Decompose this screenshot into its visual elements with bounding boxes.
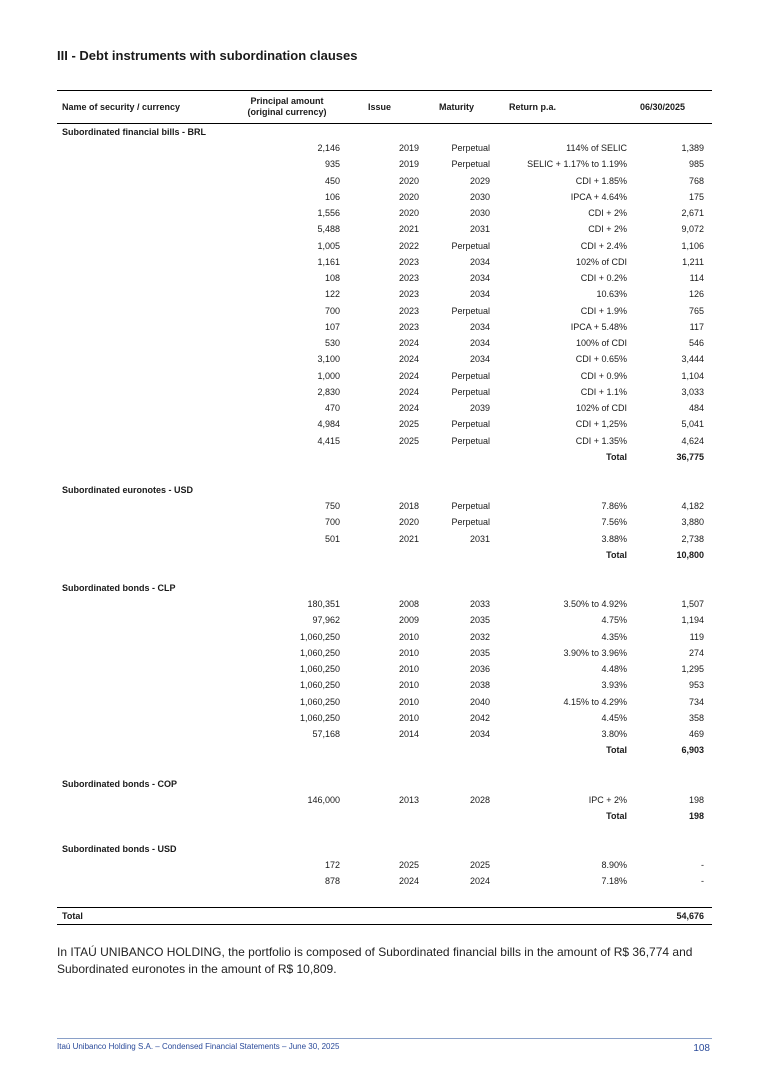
cell-value: 3,444 [681,354,704,365]
cell-maturity: 2036 [469,664,490,674]
cell-return: CDI + 2% [588,224,627,235]
table-row [57,433,712,449]
cell-principal: 108 [324,273,340,283]
cell-principal: 146,000 [307,794,340,805]
table-row [57,498,712,514]
cell-principal: 700 [324,305,340,316]
cell-issue: 2020 [398,175,419,186]
cell-return: 4.15% to 4.29% [563,696,627,707]
cell-value: 985 [688,159,704,170]
table-row [57,368,712,384]
cell-value: 953 [688,680,704,691]
table-row [57,351,712,367]
cell-return: 7.86% [601,501,627,511]
cell-maturity: 2024 [469,876,490,887]
cell-value: 4,182 [681,501,704,511]
section-heading: Subordinated bonds - CLP [62,583,176,593]
cell-maturity: Perpetual [451,501,490,511]
cell-maturity: 2032 [469,631,490,642]
subtotal-label: Total [606,549,627,560]
cell-value: 546 [688,338,704,348]
cell-issue: 2010 [398,647,419,658]
cell-principal: 2,830 [317,386,340,397]
cell-return: CDI + 1.1% [580,386,627,397]
table-row [57,400,712,416]
section-spacer [57,759,712,776]
cell-value: 1,295 [681,664,704,674]
table-row [57,416,712,432]
cell-maturity: Perpetual [451,240,490,251]
cell-issue: 2024 [398,403,419,413]
cell-maturity: 2029 [469,175,490,186]
footer-text: Itaú Unibanco Holding S.A. – Condensed Financial Statements – June 30, 2025 [57,1042,340,1051]
cell-principal: 700 [324,517,340,528]
cell-maturity: 2035 [469,615,490,626]
section-spacer [57,465,712,482]
cell-principal: 57,168 [312,729,340,739]
cell-maturity: 2028 [469,794,490,805]
cell-return: 4.48% [601,664,627,674]
cell-issue: 2022 [398,240,419,251]
table-row [57,319,712,335]
table-row [57,677,712,693]
table-row [57,286,712,302]
cell-return: IPCA + 5.48% [570,321,627,332]
cell-issue: 2009 [398,615,419,626]
section-title: III - Debt instruments with subordination clauses [57,48,358,63]
cell-principal: 180,351 [307,599,340,609]
cell-maturity: Perpetual [451,143,490,153]
cell-principal: 3,100 [317,354,340,365]
cell-principal: 4,415 [317,435,340,446]
table-row [57,661,712,677]
cell-principal: 470 [324,403,340,413]
cell-value: 1,194 [681,615,704,626]
cell-principal: 501 [324,533,340,544]
cell-issue: 2018 [398,501,419,511]
cell-maturity: Perpetual [451,435,490,446]
cell-principal: 1,005 [317,240,340,251]
cell-issue: 2024 [398,370,419,381]
cell-issue: 2019 [398,159,419,170]
cell-principal: 878 [324,876,340,887]
grand-total-label: Total [62,910,83,921]
cell-return: 3.80% [601,729,627,739]
cell-return: CDI + 1,25% [575,419,627,430]
cell-principal: 172 [324,860,340,870]
table-header [57,91,712,123]
subtotal-label: Total [606,451,627,462]
cell-return: CDI + 0.65% [575,354,627,365]
cell-issue: 2014 [398,729,419,739]
header-name: Name of security / currency [62,101,181,112]
cell-return: 100% of CDI [575,338,627,348]
cell-return: CDI + 0.2% [580,273,627,283]
table-row [57,857,712,873]
cell-principal: 107 [324,321,340,332]
cell-value: 469 [688,729,704,739]
cell-issue: 2020 [398,191,419,202]
subtotal-value: 10,800 [676,549,704,560]
cell-return: CDI + 2% [588,208,627,218]
table-row [57,270,712,286]
cell-maturity: 2042 [469,712,490,723]
cell-return: IPC + 2% [588,794,627,805]
table-row [57,205,712,221]
cell-issue: 2024 [398,386,419,397]
cell-maturity: 2030 [469,191,490,202]
cell-maturity: 2034 [469,338,490,348]
cell-principal: 5,488 [317,224,340,235]
cell-principal: 1,556 [317,208,340,218]
table-row [57,873,712,889]
cell-value: 5,041 [681,419,704,430]
cell-principal: 97,962 [312,615,340,626]
cell-maturity: 2030 [469,208,490,218]
table-row [57,792,712,808]
subtotal-value: 198 [688,810,704,821]
cell-issue: 2021 [398,533,419,544]
table-row [57,384,712,400]
cell-maturity: 2038 [469,680,490,691]
cell-return: CDI + 1.85% [575,175,627,186]
table-row [57,254,712,270]
subtotal-row [57,547,712,563]
cell-value: 484 [688,403,704,413]
header-return: Return p.a. [509,101,557,112]
cell-principal: 1,060,250 [299,680,340,691]
table-row [57,221,712,237]
cell-value: 3,880 [681,517,704,528]
cell-issue: 2020 [398,208,419,218]
cell-principal: 1,060,250 [299,631,340,642]
cell-maturity: 2034 [469,273,490,283]
table-row [57,645,712,661]
cell-principal: 122 [324,289,340,300]
cell-issue: 2019 [398,143,419,153]
subtotal-label: Total [606,745,627,756]
table-row [57,514,712,530]
cell-issue: 2013 [398,794,419,805]
cell-maturity: Perpetual [451,370,490,381]
subtotal-value: 36,775 [676,451,704,462]
subtotal-label: Total [606,810,627,821]
cell-return: 102% of CDI [575,403,627,413]
table-row [57,238,712,254]
cell-return: CDI + 1.35% [575,435,627,446]
cell-maturity: 2031 [469,224,490,235]
cell-principal: 4,984 [317,419,340,430]
cell-value: 358 [688,712,704,723]
cell-maturity: 2034 [469,354,490,365]
table-row [57,189,712,205]
cell-principal: 2,146 [317,143,340,153]
cell-value: 1,211 [682,256,704,267]
cell-return: 3.88% [601,533,627,544]
page-number: 108 [693,1043,710,1054]
cell-value: 114 [689,273,704,283]
cell-maturity: 2033 [469,599,490,609]
cell-return: CDI + 2.4% [580,240,627,251]
cell-principal: 1,000 [317,370,340,381]
subtotal-row [57,808,712,824]
cell-issue: 2010 [398,680,419,691]
cell-return: 3.90% to 3.96% [563,647,627,658]
cell-maturity: Perpetual [451,159,490,170]
cell-maturity: 2025 [469,860,490,870]
header-issue: Issue [368,101,392,112]
cell-value: 2,671 [681,208,704,218]
cell-value: 198 [688,794,704,805]
cell-issue: 2010 [398,696,419,707]
cell-return: 102% of CDI [575,256,627,267]
section-heading: Subordinated bonds - USD [62,844,177,854]
cell-return: 4.75% [601,615,627,626]
table-row [57,629,712,645]
cell-maturity: 2034 [469,289,490,300]
table-row [57,140,712,156]
table-row [57,531,712,547]
cell-value: 119 [689,631,704,642]
cell-maturity: Perpetual [451,517,490,528]
cell-return: 114% of SELIC [566,143,627,153]
cell-return: IPCA + 4.64% [570,191,627,202]
table-row [57,173,712,189]
cell-maturity: 2040 [469,696,490,707]
cell-issue: 2020 [398,517,419,528]
cell-value: 765 [688,305,704,316]
table-row [57,726,712,742]
cell-value: 117 [689,321,704,332]
cell-principal: 1,161 [317,256,340,267]
cell-issue: 2023 [398,256,419,267]
cell-return: 8.90% [601,860,627,870]
cell-value: 768 [688,175,704,186]
table-row [57,596,712,612]
header-principal [227,91,347,123]
table-row [57,694,712,710]
cell-value: 126 [688,289,704,300]
grand-total-value: 54,676 [676,910,704,921]
cell-value: 1,106 [681,240,704,251]
cell-value: 9,072 [681,224,704,235]
table-row [57,156,712,172]
cell-principal: 750 [324,501,340,511]
footer-rule [57,1038,712,1039]
cell-value: 734 [688,696,704,707]
cell-value: 274 [688,647,704,658]
cell-issue: 2023 [398,321,419,332]
cell-maturity: 2031 [469,533,490,544]
header-principal-text: Principal amount (original currency) [247,96,327,117]
subtotal-value: 6,903 [681,745,704,756]
cell-return: 7.18% [601,876,627,887]
cell-issue: 2024 [398,876,419,887]
cell-value: - [701,860,704,870]
table-row [57,335,712,351]
cell-value: - [701,876,704,887]
summary-paragraph: In ITAÚ UNIBANCO HOLDING, the portfolio is composed of Subordinated financial bills in the amount of R$ 36,774 and Subordinated euronotes in the amount of R$ 10,809. [57,945,693,976]
cell-issue: 2025 [398,419,419,430]
cell-issue: 2023 [398,273,419,283]
cell-maturity: Perpetual [451,305,490,316]
cell-issue: 2024 [398,338,419,348]
cell-return: 10.63% [596,289,627,300]
cell-issue: 2021 [398,224,419,235]
cell-issue: 2023 [398,289,419,300]
cell-principal: 1,060,250 [299,712,340,723]
table-row [57,612,712,628]
cell-return: CDI + 0.9% [580,370,627,381]
cell-maturity: Perpetual [451,419,490,430]
cell-principal: 1,060,250 [299,647,340,658]
section-heading: Subordinated bonds - COP [62,778,177,789]
cell-issue: 2025 [398,435,419,446]
table-row [57,710,712,726]
cell-return: 4.35% [601,631,627,642]
cell-issue: 2025 [398,860,419,870]
subtotal-row [57,449,712,465]
header-maturity: Maturity [439,101,475,112]
cell-principal: 530 [324,338,340,348]
cell-issue: 2024 [398,354,419,365]
table-body [57,124,712,890]
subtotal-row [57,742,712,758]
cell-issue: 2010 [398,664,419,674]
cell-maturity: 2039 [469,403,490,413]
header-date: 06/30/2025 [640,101,686,112]
section-spacer [57,824,712,841]
cell-value: 3,033 [681,386,704,397]
cell-maturity: 2034 [469,729,490,739]
cell-principal: 1,060,250 [299,664,340,674]
table-row [57,303,712,319]
section-heading: Subordinated euronotes - USD [62,485,194,495]
cell-maturity: 2034 [469,256,490,267]
cell-value: 1,104 [681,370,704,381]
cell-issue: 2008 [398,599,419,609]
cell-principal: 935 [324,159,340,170]
cell-return: 3.50% to 4.92% [563,599,627,609]
cell-maturity: 2034 [469,321,490,332]
cell-value: 2,738 [681,533,704,544]
cell-issue: 2010 [398,631,419,642]
cell-return: CDI + 1.9% [580,305,627,316]
cell-issue: 2010 [398,712,419,723]
cell-principal: 450 [324,175,340,186]
cell-return: 7.56% [601,517,627,528]
cell-maturity: Perpetual [451,386,490,397]
section-spacer [57,563,712,580]
cell-principal: 1,060,250 [299,696,340,707]
debt-table [57,90,712,925]
section-heading: Subordinated financial bills - BRL [62,127,207,137]
cell-issue: 2023 [398,305,419,316]
cell-value: 175 [688,191,704,202]
cell-value: 4,624 [681,435,704,446]
cell-maturity: 2035 [469,647,490,658]
grand-total-row [57,907,712,925]
cell-return: SELIC + 1.17% to 1.19% [527,159,627,170]
cell-value: 1,389 [681,143,704,153]
cell-return: 3.93% [601,680,627,691]
cell-principal: 106 [324,191,340,202]
cell-return: 4.45% [601,712,627,723]
cell-value: 1,507 [681,599,704,609]
